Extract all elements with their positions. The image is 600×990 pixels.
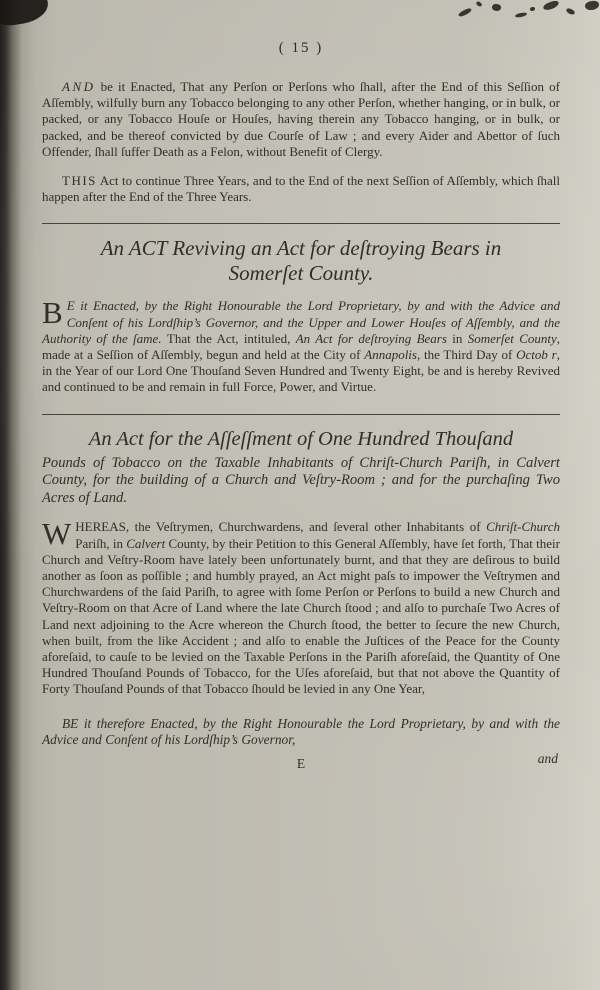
ink-speck xyxy=(491,3,502,12)
ink-speck xyxy=(515,12,528,18)
closing-enacting-clause xyxy=(42,716,560,748)
page-footer xyxy=(42,751,560,778)
ink-speck xyxy=(585,0,600,10)
ink-speck xyxy=(565,7,575,16)
paragraph-continuance xyxy=(42,173,560,205)
lead-word: AND xyxy=(62,79,96,94)
act2-enacting-paragraph xyxy=(42,295,561,395)
page-number: ( 15 ) xyxy=(278,40,324,56)
page-content xyxy=(42,40,560,778)
section-divider xyxy=(42,223,560,224)
act2-title xyxy=(42,236,560,286)
paragraph-text: HEREAS, the Veſtrymen, Churchwardens, and ſeveral other Inhabitants of Chriſt-Church Pariſh, in Calvert County, by their Petition to this General Aſſembly, have ſet forth, That their Church and Veſtry-Room have lately been unfortunately burnt, and that they are deſirous to build another as ſoon as poſſible ; and humbly prayed, an Act might paſs to impower the Veſtrymen and Churchwardens of the ſaid Pariſh, to agree with ſome Perſon or Perſons to build a new Church and Veſtry-Room on that Acre of Land where the late Church ſtood ; and alſo to purchaſe Two Acres of Land next adjoining to the Acre whereon the Church ſtood, the better to ſecure the new Church, when built, from the like Accident ; and alſo to enable the Juſtices of the Peace for the County aforeſaid, to cauſe to be levied on the Taxable Perſons in the Pariſh aforeſaid, the Quantity of One Hundred Thouſand Pounds of Tobacco, for the Uſes aforeſaid, but that not above the Quantity of Forty Thouſand Pounds of that Tobacco ſhould be levied in any One Year, xyxy=(42,519,560,697)
section-divider xyxy=(42,414,560,415)
drop-cap: W xyxy=(42,516,72,552)
act3-whereas-paragraph xyxy=(42,516,560,697)
act3-title-sub: Pounds of Tobacco on the Taxable Inhabitants of Chriſt-Church Pariſh, in Calvert County, for the building of a Church and Veſtry-Room ; and for the purchaſing Two Acres of Land. xyxy=(42,454,560,506)
signature-mark: E xyxy=(296,756,306,772)
paragraph-text: Act to continue Three Years, and to the End of the next Seſſion of Aſſembly, which ſhall happen after the End of the Three Years. xyxy=(42,173,560,205)
catchword: and xyxy=(537,751,558,767)
paragraph-text: be it Enacted, That any Perſon or Perſons who ſhall, after the End of this Seſſion of Aſſembly, wilfully burn any Tobacco belonging to any other Perſon, whether hanging, or in bulk, or packed, or any Tobacco Houſe or Houſes, having therein any Tobacco hanging, or in bulk, or packed, and be thereof convicted by due Courſe of Law ; and every Aider and Abettor of ſuch Offender, ſhall ſuffer Death as a Felon, without Benefit of Clergy. xyxy=(42,79,560,159)
ink-speck xyxy=(475,1,482,8)
ink-speck xyxy=(542,0,559,11)
act2-title-line2: Somerſet County. xyxy=(228,261,374,286)
ink-speck xyxy=(458,7,473,17)
act3-title xyxy=(42,427,560,508)
act3-title-main: An Act for the Aſſeſſment of One Hundred Thouſand xyxy=(88,427,514,450)
paragraph-text: BE it therefore Enacted, by the Right Honourable the Lord Proprietary, by and with the Advice and Conſent of his Lordſhip’s Governor, xyxy=(42,715,560,747)
paragraph-burn-tobacco xyxy=(42,79,560,160)
drop-cap: B xyxy=(42,295,63,331)
lead-word: THIS xyxy=(62,173,97,189)
ink-speck xyxy=(530,7,535,11)
torn-corner-mark xyxy=(0,0,50,28)
paragraph-text: E it Enacted, by the Right Honourable the Lord Proprietary, by and with the Advice and Conſent of his Lordſhip’s Governor, and the Upper and Lower Houſes of Aſſembly, and the Authority of the ſame. That the Act, intituled, An Act for deſtroying Bears in Somerſet County, made at a Seſſion of Aſſembly, begun and held at the City of Annapolis, the Third Day of Octob r, in the Year of our Lord One Thouſand Seven Hundred and Twenty Eight, be and is hereby Revived and continued to be and remain in full Force, Power, and Virtue. xyxy=(42,298,561,395)
act2-title-line1: An ACT Reviving an Act for deſtroying Bears in xyxy=(100,236,502,261)
